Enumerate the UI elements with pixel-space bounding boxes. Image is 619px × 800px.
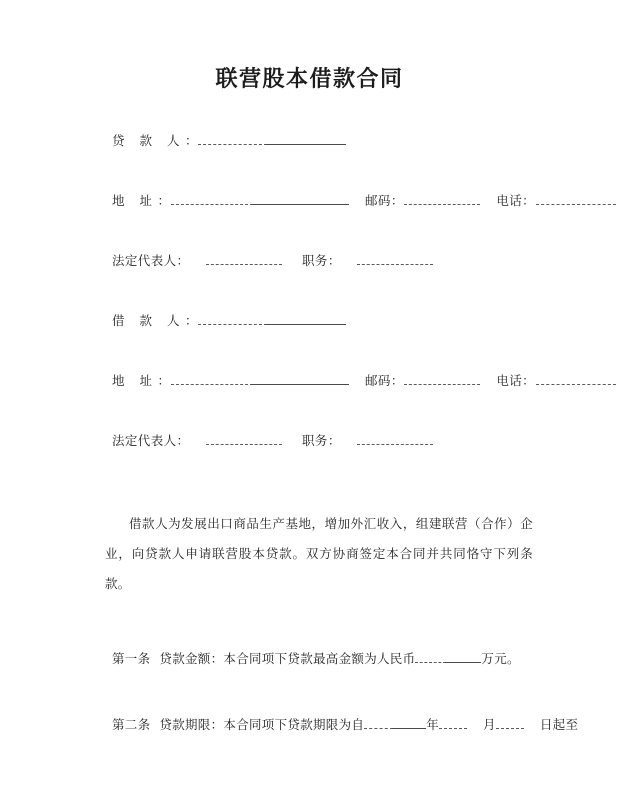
clause-2-unit-day: 日起至	[539, 717, 579, 733]
lender-name-input[interactable]	[198, 133, 346, 145]
lender-zip-colon: ：	[390, 192, 404, 208]
lender-rep-label: 法定代表人	[112, 252, 177, 268]
clause-1-amount-input[interactable]	[415, 651, 481, 663]
lender-name-row	[0, 133, 619, 193]
lender-zip-input[interactable]	[404, 193, 480, 205]
borrower-address-input[interactable]	[171, 373, 349, 385]
borrower-address-colon: ：	[157, 372, 170, 388]
lender-name-label: 贷 款 人	[112, 132, 185, 148]
borrower-zip-label: 邮码	[365, 372, 391, 388]
lender-address-colon: ：	[157, 192, 170, 208]
borrower-address-label: 地 址	[112, 372, 158, 388]
borrower-tel-input[interactable]	[536, 373, 616, 385]
borrower-name-input[interactable]	[198, 313, 346, 325]
borrower-rep-row	[0, 433, 619, 493]
clause-1-text-before: 贷款金额：本合同项下贷款最高金额为人民币	[159, 650, 416, 666]
borrower-address-row	[0, 373, 619, 433]
page-title: 联营股本借款合同	[215, 67, 404, 92]
clause-2-number: 第二条	[112, 717, 151, 733]
lender-rep-row	[0, 253, 619, 313]
lender-position-colon: ：	[327, 252, 341, 268]
parties-form	[0, 133, 619, 493]
lender-zip-label: 邮码	[365, 192, 391, 208]
clause-2	[0, 717, 619, 732]
lender-rep-input[interactable]	[206, 253, 282, 265]
borrower-rep-colon: ：	[176, 432, 190, 448]
lender-tel-colon: ：	[522, 192, 535, 208]
preamble-paragraph: 借款人为发展出口商品生产基地，增加外汇收入，组建联营（合作）企业，向贷款人申请联营股本贷款。双方协商签定本合同并共同恪守下列条款。	[105, 515, 533, 591]
borrower-zip-input[interactable]	[404, 373, 480, 385]
clause-1	[0, 651, 619, 666]
borrower-rep-input[interactable]	[206, 433, 282, 445]
borrower-zip-colon: ：	[390, 372, 404, 388]
lender-position-label: 职务	[302, 252, 328, 268]
clause-2-unit-year: 年	[426, 717, 440, 733]
borrower-name-label: 借 款 人	[112, 312, 185, 328]
clause-2-year-input[interactable]	[364, 717, 426, 729]
lender-tel-label: 电话	[496, 192, 523, 208]
clause-2-unit-month: 月	[483, 717, 496, 733]
lender-name-colon: ：	[184, 132, 198, 148]
clause-2-month-input[interactable]	[439, 717, 467, 729]
borrower-position-input[interactable]	[357, 433, 433, 445]
contract-body	[0, 509, 619, 732]
clause-1-number: 第一条	[112, 650, 151, 666]
clause-1-text-after: 万元。	[481, 650, 520, 666]
borrower-tel-colon: ：	[522, 372, 535, 388]
lender-rep-colon: ：	[176, 252, 190, 268]
borrower-tel-label: 电话	[496, 372, 523, 388]
borrower-name-colon: ：	[184, 312, 198, 328]
lender-address-label: 地 址	[112, 192, 158, 208]
clause-2-day-input[interactable]	[496, 717, 524, 729]
borrower-position-label: 职务	[302, 432, 328, 448]
clause-2-text-before: 贷款期限：本合同项下贷款期限为自	[159, 717, 365, 733]
borrower-position-colon: ：	[327, 432, 341, 448]
borrower-name-row	[0, 313, 619, 373]
lender-address-row	[0, 193, 619, 253]
lender-tel-input[interactable]	[536, 193, 616, 205]
lender-position-input[interactable]	[357, 253, 433, 265]
borrower-rep-label: 法定代表人	[112, 432, 177, 448]
lender-address-input[interactable]	[171, 193, 349, 205]
